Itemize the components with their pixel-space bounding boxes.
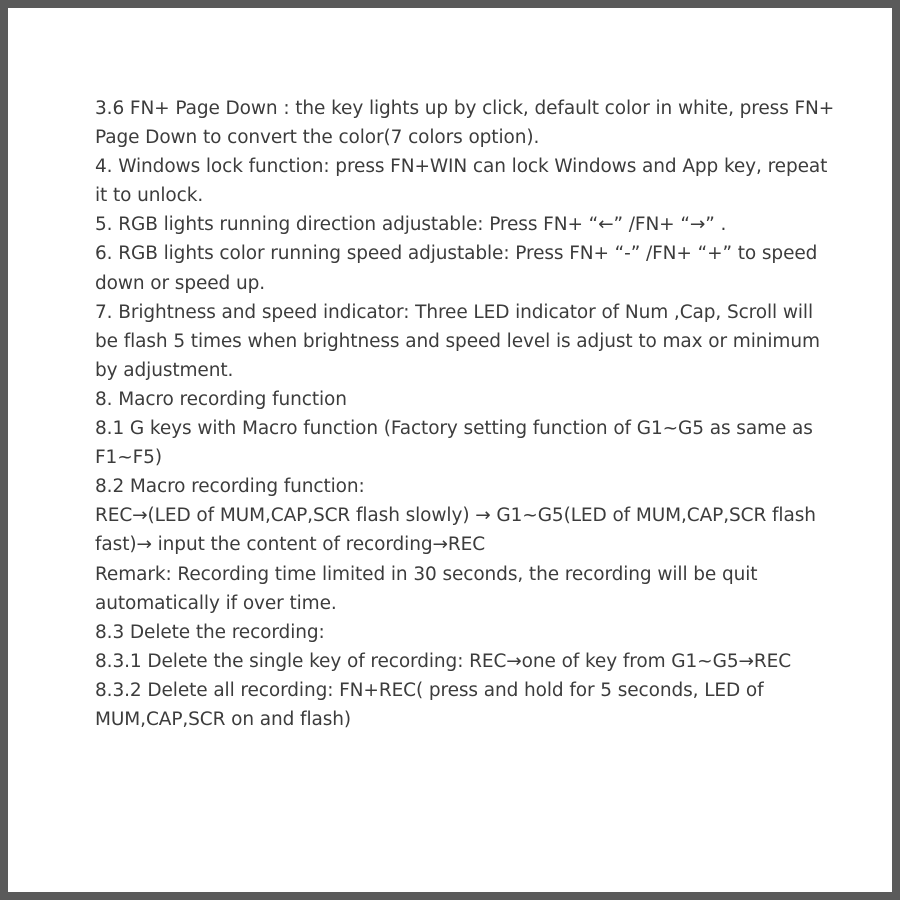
- instruction-line-3-6: 3.6 FN+ Page Down : the key lights up by click, default color in white, press FN+ Page Down to convert the color(7 colors option).: [95, 98, 835, 149]
- instruction-line-8-3-1: 8.3.1 Delete the single key of recording: REC→one of key from G1~G5→REC: [95, 650, 792, 672]
- instruction-line-5: 5. RGB lights running direction adjustable: Press FN+ “←” /FN+ “→” .: [95, 214, 727, 236]
- instruction-line-8: 8. Macro recording function: [95, 388, 347, 410]
- instruction-line-4: 4. Windows lock function: press FN+WIN can lock Windows and App key, repeat it to unlock.: [95, 156, 828, 207]
- instruction-line-8-3: 8.3 Delete the recording:: [95, 621, 325, 643]
- instruction-line-8-1: 8.1 G keys with Macro function (Factory setting function of G1~G5 as same as F1~F5): [95, 418, 813, 469]
- instruction-line-remark: Remark: Recording time limited in 30 seconds, the recording will be quit automatically if over time.: [95, 563, 758, 614]
- instruction-line-8-3-2: 8.3.2 Delete all recording: FN+REC( press and hold for 5 seconds, LED of MUM,CAP,SCR on and flash): [95, 679, 764, 730]
- instruction-line-6: 6. RGB lights color running speed adjustable: Press FN+ “-” /FN+ “+” to speed down or speed up.: [95, 243, 818, 294]
- instruction-line-8-2: 8.2 Macro recording function:: [95, 476, 365, 498]
- instruction-text: [95, 94, 835, 734]
- instruction-line-rec-sequence: REC→(LED of MUM,CAP,SCR flash slowly) → G1~G5(LED of MUM,CAP,SCR flash fast)→ input the content of recording→REC: [95, 505, 816, 556]
- instruction-line-7: 7. Brightness and speed indicator: Three LED indicator of Num ,Cap, Scroll will be flash 5 times when brightness and speed level is adjust to max or minimum by adjustment.: [95, 301, 820, 381]
